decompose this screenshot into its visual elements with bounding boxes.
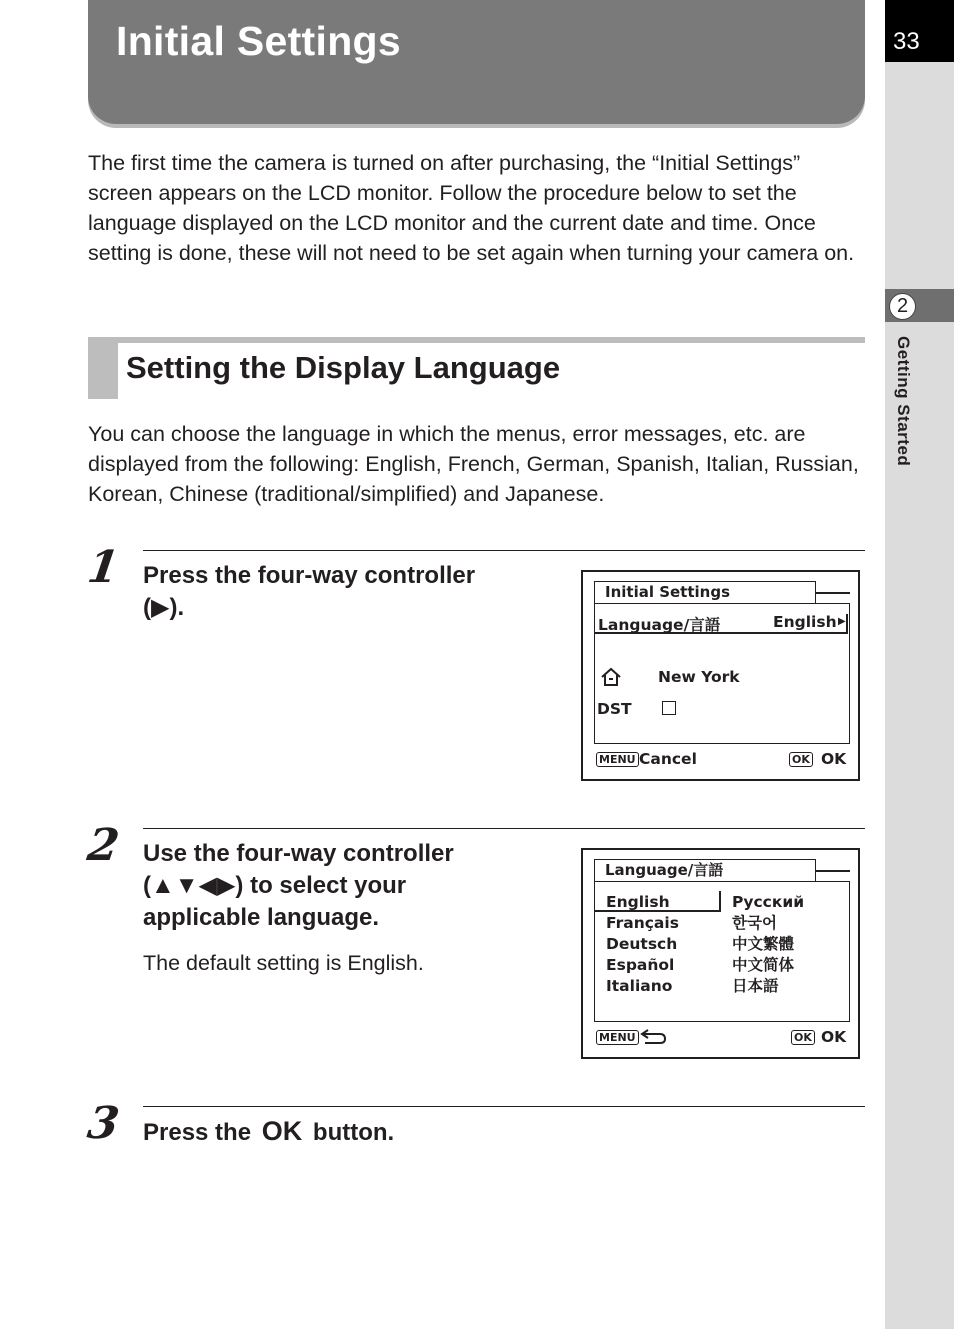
language-list-left: [606, 892, 679, 997]
step-3-rule: [143, 1106, 865, 1107]
back-arrow-icon: [640, 1028, 668, 1046]
language-option[interactable]: Italiano: [606, 977, 673, 995]
language-option[interactable]: 日本語: [732, 977, 779, 995]
screen2-panel: [594, 881, 850, 1022]
cancel-label: Cancel: [639, 750, 697, 768]
step-2-title-line1: Use the four-way controller: [143, 840, 454, 867]
step-3-suffix: button.: [312, 1119, 395, 1146]
step-3-prefix: Press the: [143, 1119, 252, 1146]
ok-label: OK: [821, 1028, 847, 1046]
section-heading-block: [88, 337, 118, 399]
language-option[interactable]: Español: [606, 956, 675, 974]
step-1-title: [143, 560, 475, 624]
page-number: 33: [893, 28, 920, 55]
intro-paragraph: The first time the camera is turned on after purchasing, the “Initial Settings” screen appears on the LCD monitor. Follow the procedure below to set the language displayed on the LCD monitor and the current date and time. Once setting is done, these will not need to be set again when turning your camera on.: [88, 151, 855, 265]
step-3-number: 3: [84, 1098, 123, 1149]
home-icon: [600, 667, 622, 687]
language-option[interactable]: English: [606, 893, 670, 911]
step-1-title-line2: (▶).: [143, 594, 185, 621]
ok-label: OK: [821, 750, 847, 768]
chapter-number: 2: [889, 293, 916, 320]
language-option[interactable]: 中文繁體: [732, 935, 795, 953]
language-value: English: [773, 613, 837, 631]
language-label: Language/言語: [598, 616, 721, 634]
step-2-title: [143, 838, 454, 934]
section-heading: Setting the Display Language: [126, 350, 561, 385]
step-1-number: 1: [84, 542, 123, 593]
screen1-panel: [594, 603, 850, 744]
step-1-title-line1: Press the four-way controller: [143, 562, 476, 589]
language-option[interactable]: Deutsch: [606, 935, 678, 953]
language-list-right: [732, 892, 804, 997]
menu-key-icon: MENU: [596, 1030, 639, 1045]
step-2-title-line3: applicable language.: [143, 904, 380, 931]
home-city: New York: [658, 668, 740, 686]
language-option[interactable]: 中文简体: [732, 956, 795, 974]
ok-key-icon: OK: [791, 1030, 815, 1045]
chapter-sidebar: [885, 0, 954, 1329]
language-option[interactable]: Русский: [732, 893, 805, 911]
lcd-screen-language: [581, 848, 860, 1059]
dst-checkbox: [662, 701, 676, 715]
step-1-rule: [143, 550, 865, 551]
ok-button-glyph: OK: [261, 1116, 303, 1146]
right-arrow-icon: ▶: [838, 616, 846, 627]
step-2-number: 2: [84, 820, 123, 871]
dst-label: DST: [597, 700, 632, 718]
language-row: [595, 612, 848, 634]
screen1-tab: Initial Settings: [594, 581, 816, 603]
step-2-note: The default setting is English.: [143, 951, 424, 975]
step-2-rule: [143, 828, 865, 829]
step-3-title: [143, 1115, 394, 1149]
section-paragraph: You can choose the language in which the menus, error messages, etc. are displayed from the following: English, French, German, Spanish, Italian, Russian, Korean, Chinese (traditional/simplified) and Japanese.: [88, 422, 859, 506]
ok-key-icon: OK: [789, 752, 813, 767]
language-option[interactable]: Français: [606, 914, 679, 932]
step-2-title-line2: (▲▼◀▶) to select your: [143, 872, 407, 899]
page-title: Initial Settings: [116, 18, 401, 64]
menu-key-icon: MENU: [596, 752, 639, 767]
chapter-label: Getting Started: [894, 336, 913, 467]
section-heading-bar: [88, 337, 865, 343]
screen2-tab: Language/言語: [594, 859, 816, 881]
lcd-screen-initial-settings: [581, 570, 860, 781]
language-option[interactable]: 한국어: [732, 914, 777, 932]
